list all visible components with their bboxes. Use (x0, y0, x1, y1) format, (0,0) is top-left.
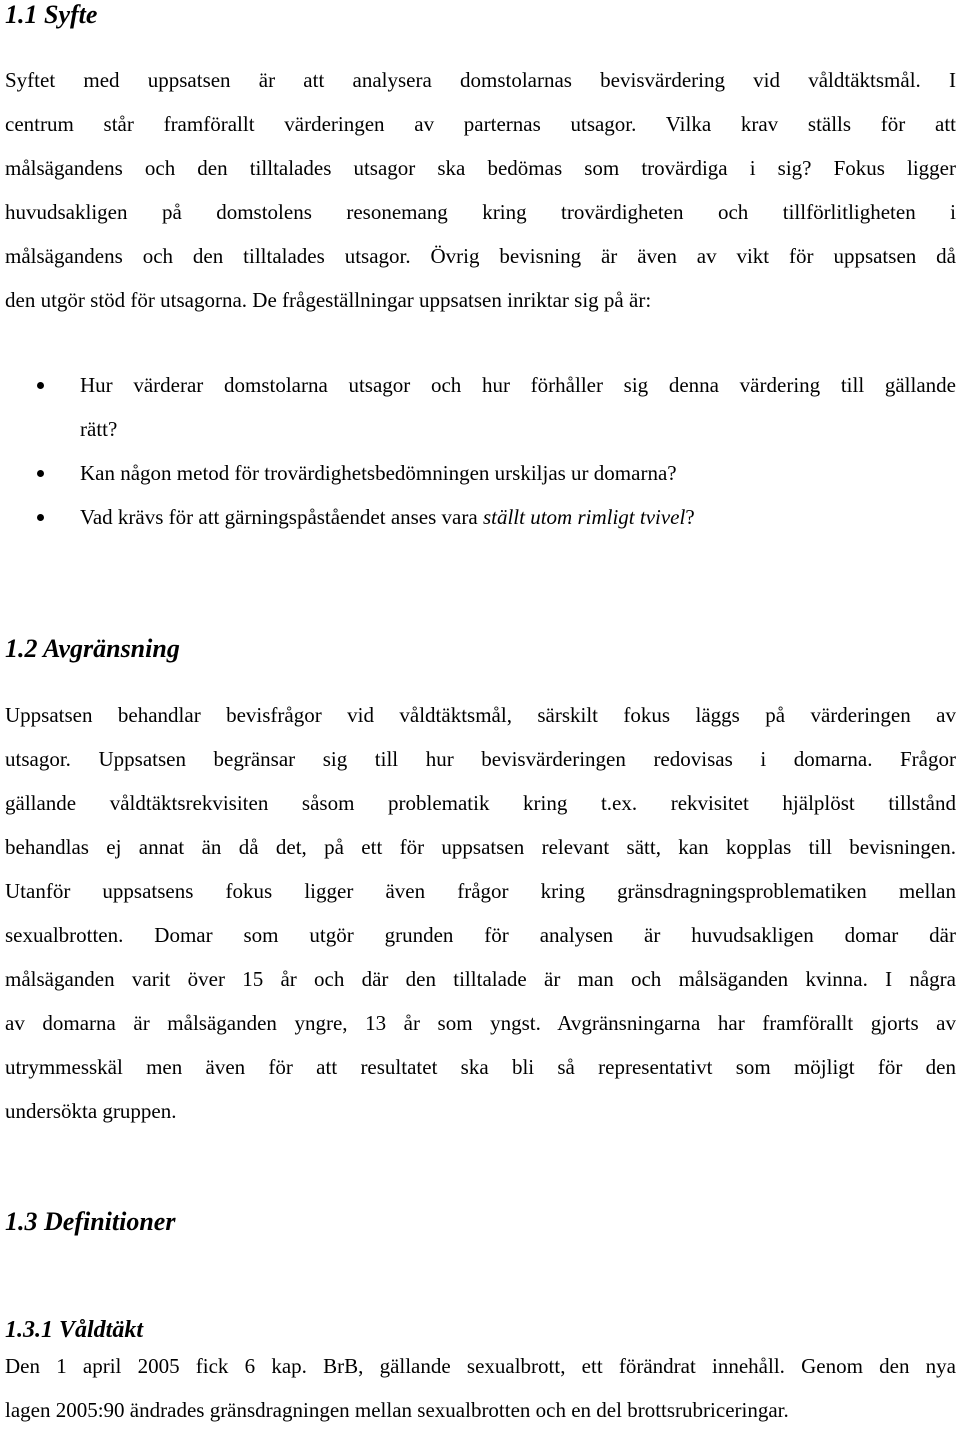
text-line: sexualbrotten. Domar som utgör grunden för analysen är huvudsakligen domar där (5, 923, 956, 947)
heading-avgransning: 1.2 Avgränsning (5, 634, 180, 663)
list-item (0, 451, 956, 495)
text-line: av domarna är målsäganden yngre, 13 år som yngst. Avgränsningarna har framförallt gjorts av (5, 1011, 956, 1035)
text-line: Syftet med uppsatsen är att analysera domstolarnas bevisvärdering vid våldtäktsmål. I (5, 68, 956, 92)
text-line: gällande våldtäktsrekvisiten såsom problematik kring t.ex. rekvisitet hjälplöst tillstånd (5, 791, 956, 815)
list-item (0, 495, 956, 539)
heading-definitioner: 1.3 Definitioner (5, 1207, 176, 1236)
heading-syfte: 1.1 Syfte (5, 0, 98, 29)
paragraph-avgransning (5, 693, 956, 1133)
paragraph-valdtakt (5, 1344, 956, 1432)
bullet-icon (37, 514, 44, 521)
bullet-icon (37, 470, 44, 477)
text-line (80, 495, 956, 539)
text-line: utsagor. Uppsatsen begränsar sig till hur bevisvärderingen redovisas i domarna. Frågor (5, 747, 956, 771)
text-line: den utgör stöd för utsagorna. De frågeställningar uppsatsen inriktar sig på är: (5, 288, 652, 312)
text-line: huvudsakligen på domstolens resonemang kring trovärdigheten och tillförlitligheten i (5, 200, 956, 224)
heading-valdtakt: 1.3.1 Våldtäkt (5, 1317, 144, 1343)
text-line: målsägandens och den tilltalades utsagor. Övrig bevisning är även av vikt för uppsatsen då (5, 244, 956, 268)
emphasis-text: ställt utom rimligt tvivel (482, 505, 686, 529)
question-mark: ? (685, 505, 695, 529)
text-line: centrum står framförallt värderingen av parternas utsagor. Vilka krav ställs för att (5, 112, 956, 136)
question-text: Vad krävs för att gärningspåståendet anses vara (80, 505, 483, 529)
text-line: Hur värderar domstolarna utsagor och hur förhåller sig denna värdering till gällande (80, 373, 956, 397)
text-line: lagen 2005:90 ändrades gränsdragningen mellan sexualbrotten och en del brottsrubriceringar. (5, 1398, 789, 1422)
text-line: målsägandens och den tilltalades utsagor ska bedömas som trovärdiga i sig? Fokus ligger (5, 156, 956, 180)
text-line: behandlas ej annat än då det, på ett för uppsatsen relevant sätt, kan kopplas till bevisningen. (5, 835, 956, 859)
paragraph-syfte (5, 58, 956, 322)
text-line: Uppsatsen behandlar bevisfrågor vid våldtäktsmål, särskilt fokus läggs på värderingen av (5, 703, 956, 727)
text-line: målsäganden varit över 15 år och där den tilltalade är man och målsäganden kvinna. I några (5, 967, 956, 991)
text-line: utrymmesskäl men även för att resultatet ska bli så representativt som möjligt för den (5, 1055, 956, 1079)
text-line: Den 1 april 2005 fick 6 kap. BrB, gällande sexualbrott, ett förändrat innehåll. Genom den nya (5, 1354, 956, 1378)
text-line: rätt? (80, 417, 118, 441)
text-line: Kan någon metod för trovärdighetsbedömningen urskiljas ur domarna? (80, 461, 677, 485)
text-line: Utanför uppsatsens fokus ligger även frågor kring gränsdragningsproblematiken mellan (5, 879, 956, 903)
list-item (0, 363, 956, 451)
research-questions-list (0, 363, 960, 539)
text-line: undersökta gruppen. (5, 1099, 177, 1123)
bullet-icon (37, 382, 44, 389)
